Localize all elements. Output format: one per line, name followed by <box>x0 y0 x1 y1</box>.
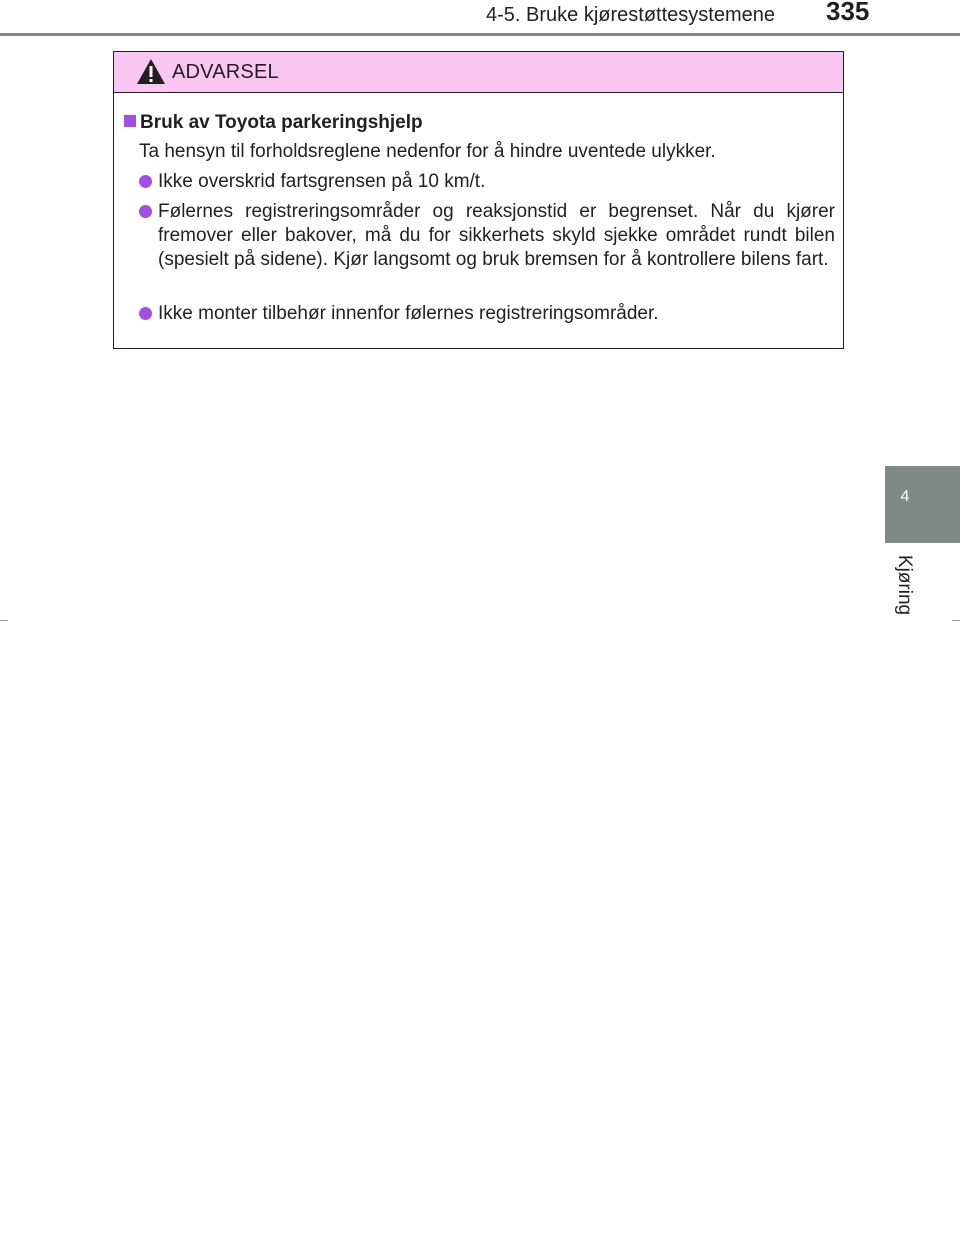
page-header <box>0 0 960 36</box>
bullet-dot-icon <box>139 175 152 188</box>
warning-subheading-text: Bruk av Toyota parkeringshjelp <box>140 112 423 133</box>
page-number: 335 <box>826 0 870 26</box>
chapter-tab <box>885 466 960 543</box>
list-item-text: Følernes registreringsområder og reaksjonstid er begrenset. Når du kjører fremover eller bakover, må du for sikkerhets skyld sjekke området rundt bilen (spesielt på sidene). Kjør langsomt og bruk bremsen for å kontrollere bilens fart. <box>158 201 835 270</box>
bullet-dot-icon <box>139 205 152 218</box>
list-item <box>139 170 835 194</box>
list-item <box>139 200 835 272</box>
crop-mark-right <box>952 620 960 621</box>
list-item <box>139 302 835 326</box>
warning-header <box>114 52 843 93</box>
section-title: 4-5. Bruke kjørestøttesystemene <box>486 4 775 26</box>
warning-intro: Ta hensyn til forholdsreglene nedenfor for å hindre uventede ulykker. <box>139 141 716 162</box>
chapter-label: Kjøring <box>894 554 915 616</box>
chapter-number: 4 <box>900 488 910 505</box>
bullet-dot-icon <box>139 307 152 320</box>
header-rule <box>0 33 960 36</box>
square-bullet-icon <box>124 115 136 127</box>
list-item-text: Ikke overskrid fartsgrensen på 10 km/t. <box>158 171 486 192</box>
list-item-text: Ikke monter tilbehør innenfor følernes registreringsområder. <box>158 303 659 324</box>
warning-triangle-icon <box>136 58 166 85</box>
warning-box <box>113 51 844 349</box>
crop-mark-left <box>0 620 8 621</box>
warning-subheading <box>124 111 423 135</box>
warning-label: ADVARSEL <box>172 61 279 83</box>
